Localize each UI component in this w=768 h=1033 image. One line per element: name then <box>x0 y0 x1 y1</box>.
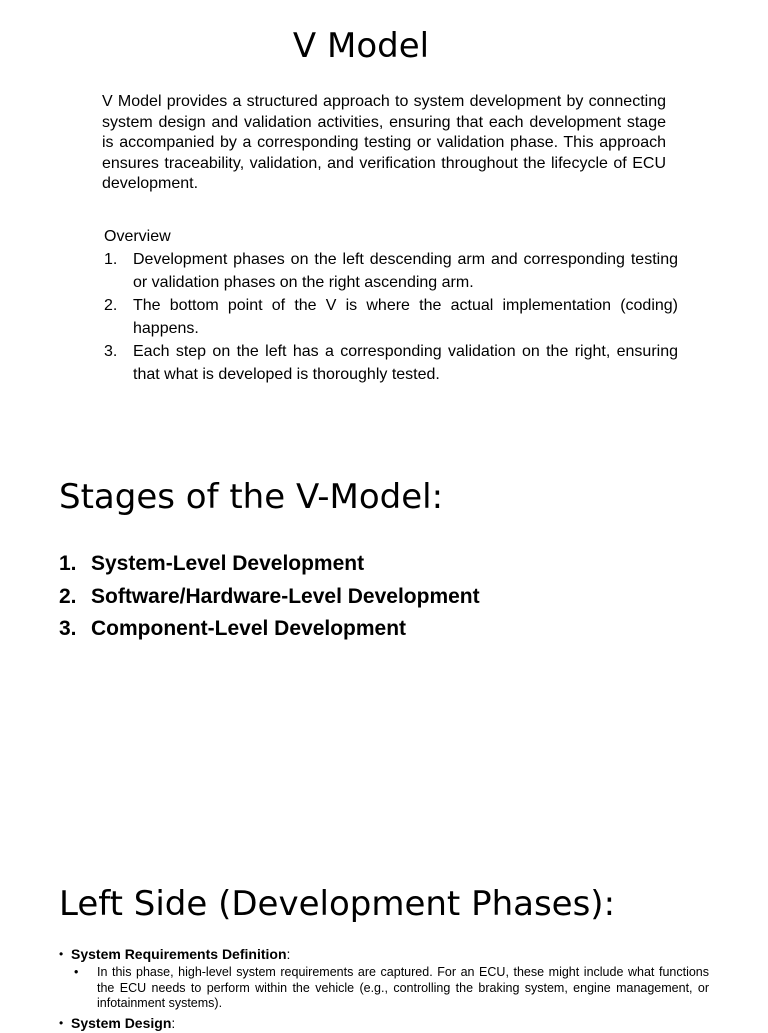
list-number: 1. <box>59 552 77 575</box>
stage-item <box>59 548 480 581</box>
bullet-icon: • <box>74 965 79 979</box>
development-phases-list <box>59 944 709 1033</box>
phase-item <box>59 944 709 964</box>
overview-list <box>104 248 678 386</box>
list-item-text: The bottom point of the V is where the actual implementation (coding) happens. <box>133 297 678 337</box>
phase-detail-text: In this phase, high-level system requirements are captured. For an ECU, these might include what functions the ECU needs to perform within the vehicle (e.g., controlling the braking system, engine management, or infotainment systems). <box>97 965 709 1010</box>
list-number: 3. <box>59 617 77 640</box>
phase-item <box>59 1013 709 1033</box>
phase-name-suffix: : <box>286 946 291 962</box>
list-item <box>104 248 678 294</box>
stages-heading: Stages of the V-Model: <box>59 477 444 517</box>
stage-label: Component-Level Development <box>91 617 407 640</box>
bullet-icon: • <box>59 947 64 961</box>
list-item-text: Each step on the left has a corresponding validation on the right, ensuring that what is developed is thoroughly tested. <box>133 343 678 383</box>
overview-heading: Overview <box>104 228 171 245</box>
list-number: 2. <box>104 297 118 314</box>
list-number: 2. <box>59 584 77 608</box>
stage-label: Software/Hardware-Level Development <box>91 584 480 608</box>
bullet-icon: • <box>59 1015 64 1030</box>
left-side-heading: Left Side (Development Phases): <box>59 884 616 924</box>
stages-list <box>59 548 480 646</box>
stage-label: System-Level Development <box>91 552 365 575</box>
overview-section <box>104 225 678 386</box>
list-item <box>104 340 678 386</box>
phase-name: System Design <box>71 1014 172 1031</box>
page-title: V Model <box>292 26 430 66</box>
phase-detail <box>74 965 709 1012</box>
phase-name-suffix: : <box>171 1014 176 1031</box>
stage-item <box>59 581 480 614</box>
phase-name: System Requirements Definition <box>71 946 287 962</box>
stage-item <box>59 613 480 646</box>
list-item <box>104 294 678 340</box>
list-item-text: Development phases on the left descending arm and corresponding testing or validation phases on the right ascending arm. <box>133 251 678 291</box>
list-number: 1. <box>104 251 118 268</box>
list-number: 3. <box>104 343 118 360</box>
intro-paragraph: V Model provides a structured approach to system development by connecting system design and validation activities, ensuring that each development stage is accompanied by a corresponding testing or validation phase. This approach ensures traceability, validation, and verification throughout the lifecycle of ECU development. <box>102 93 666 192</box>
